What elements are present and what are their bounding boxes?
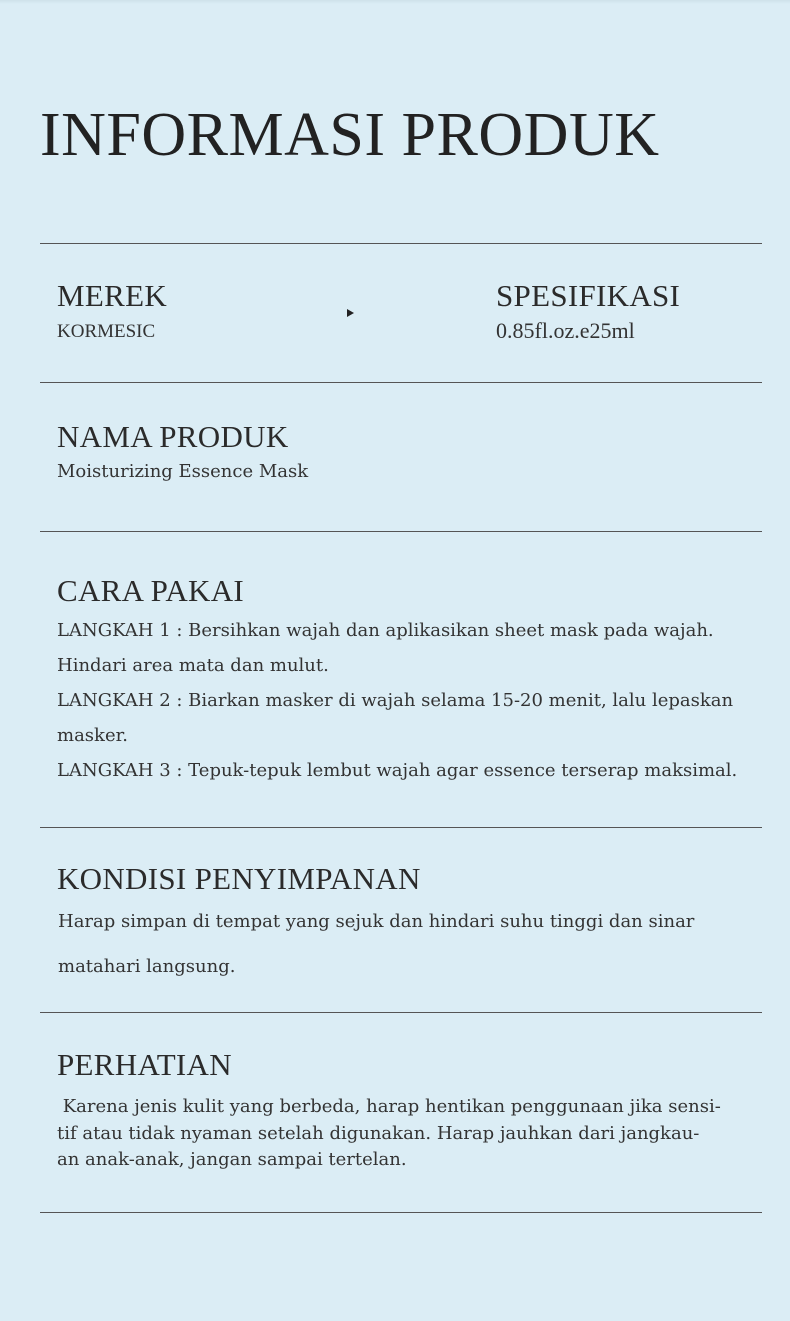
specification-label: SPESIFIKASI (496, 278, 681, 313)
divider-1 (40, 243, 762, 244)
top-edge-shade (0, 0, 790, 4)
storage-line: Harap simpan di tempat yang sejuk dan hindari suhu tinggi dan sinar (58, 911, 695, 932)
divider-2 (40, 382, 762, 383)
usage-label: CARA PAKAI (57, 573, 245, 608)
brand-label: MEREK (57, 278, 167, 313)
page-title: INFORMASI PRODUK (40, 101, 660, 169)
product-name-value: Moisturizing Essence Mask (57, 461, 309, 482)
warning-line: an anak-anak, jangan sampai tertelan. (57, 1149, 407, 1170)
warning-line: Karena jenis kulit yang berbeda, harap hentikan penggunaan jika sensi- (57, 1096, 721, 1117)
usage-line: LANGKAH 1 : Bersihkan wajah dan aplikasikan sheet mask pada wajah. (57, 620, 714, 641)
divider-3 (40, 531, 762, 532)
usage-line: Hindari area mata dan mulut. (57, 655, 329, 676)
storage-label: KONDISI PENYIMPANAN (57, 861, 421, 896)
warning-line: tif atau tidak nyaman setelah digunakan. Harap jauhkan dari jangkau- (57, 1122, 700, 1144)
warning-text (57, 1094, 747, 1174)
product-name-label: NAMA PRODUK (57, 419, 289, 454)
brand-value: KORMESIC (57, 321, 156, 342)
divider-6 (40, 1212, 762, 1213)
storage-line: matahari langsung. (58, 956, 236, 977)
triangle-right-icon (347, 309, 354, 317)
divider-4 (40, 827, 762, 828)
divider-5 (40, 1012, 762, 1013)
usage-line: LANGKAH 3 : Tepuk-tepuk lembut wajah agar essence terserap maksimal. (57, 760, 738, 781)
warning-label: PERHATIAN (57, 1047, 232, 1082)
usage-instructions (57, 613, 737, 788)
usage-line: masker. (57, 725, 128, 746)
usage-line: LANGKAH 2 : Biarkan masker di wajah selama 15-20 menit, lalu lepaskan (57, 690, 734, 711)
storage-text (58, 899, 694, 989)
specification-value: 0.85fl.oz.e25ml (496, 318, 635, 343)
